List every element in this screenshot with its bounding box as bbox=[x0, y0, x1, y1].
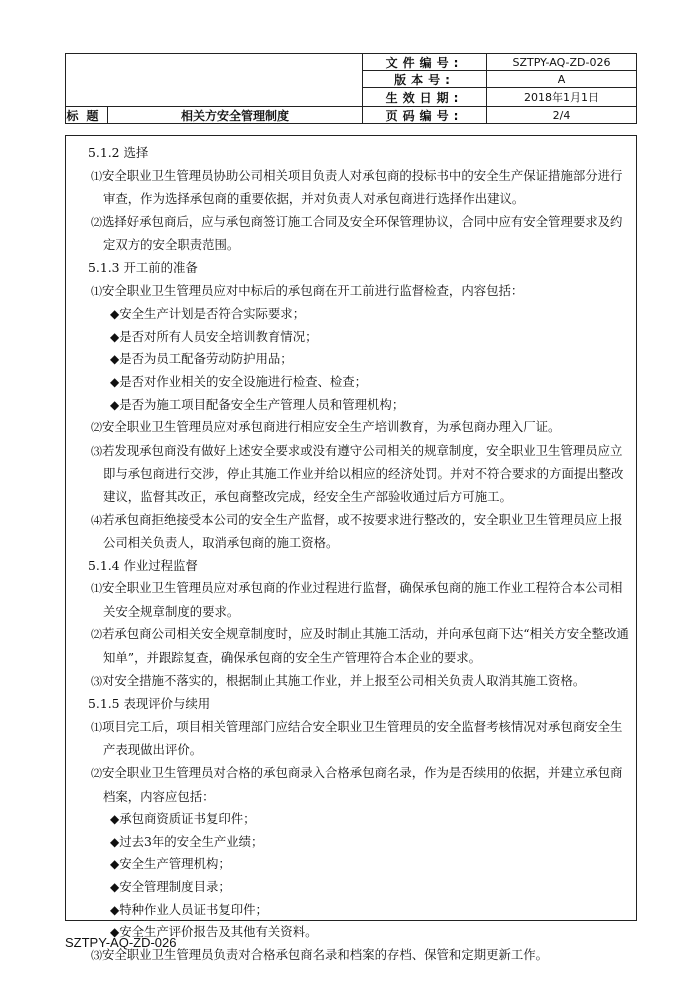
diamond-bullet-icon: ◆ bbox=[110, 374, 120, 389]
bullet-item: ◆安全生产管理机构； bbox=[110, 856, 231, 872]
section-heading-5-1-2: 5.1.2 选择 bbox=[88, 145, 149, 160]
list-item: ⑶安全职业卫生管理员负责对合格承包商名录和档案的存档、保管和定期更新工作。 bbox=[91, 946, 549, 962]
list-item: ⑶若发现承包商没有做好上述安全要求或没有遵守公司相关的规章制度，安全职业卫生管理员应立即与承包商进行交涉，停止其施工作业并给以相应的经济处罚。并对不符合要求的方面提出整改建议，监督其改正，承包商整改完成，经安全生产部验收通过后方可施工。 bbox=[91, 442, 624, 504]
page-number-label: 页码编号: bbox=[385, 108, 464, 123]
section-heading-5-1-4: 5.1.4 作业过程监督 bbox=[88, 557, 198, 573]
diamond-bullet-icon: ◆ bbox=[110, 857, 120, 872]
diamond-bullet-icon: ◆ bbox=[110, 880, 120, 894]
title-label: 标题 bbox=[66, 108, 107, 123]
list-item: ⑵安全职业卫生管理员对合格的承包商录入合格承包商名录，作为是否续用的依据，并建立承包商档案，内容应包括： bbox=[91, 765, 623, 804]
diamond-bullet-icon: ◆ bbox=[110, 329, 120, 344]
effective-date-value: 2018年1月1日 bbox=[524, 91, 599, 104]
bullet-item: ◆特种作业人员证书复印件； bbox=[110, 901, 268, 917]
list-item: ⑵安全职业卫生管理员应对承包商进行相应安全生产培训教育，为承包商办理入厂证。 bbox=[91, 419, 561, 435]
bullet-item: ◆安全生产计划是否符合实际要求； bbox=[110, 306, 306, 322]
section-heading-5-1-3: 5.1.3 开工前的准备 bbox=[88, 259, 198, 275]
list-item: ⑵若承包商公司相关安全规章制度时，应及时制止其施工活动，并向承包商下达“相关方安全整改通知单”，并跟踪复查，确保承包商的安全生产管理符合本企业的要求。 bbox=[91, 626, 629, 666]
diamond-bullet-icon: ◆ bbox=[110, 834, 120, 849]
footer-document-code: SZTPY-AQ-ZD-026 bbox=[65, 935, 177, 950]
version-value: A bbox=[557, 72, 566, 86]
diamond-bullet-icon: ◆ bbox=[110, 812, 120, 827]
section-heading-5-1-5: 5.1.5 表现评价与续用 bbox=[88, 696, 211, 712]
page-number-value: 2/4 bbox=[552, 108, 571, 122]
bullet-item: ◆过去3年的安全生产业绩； bbox=[110, 833, 264, 849]
diamond-bullet-icon: ◆ bbox=[110, 307, 120, 322]
list-item: ⑷若承包商拒绝接受本公司的安全生产监督，或不按要求进行整改的，安全职业卫生管理员应上报公司相关负责人，取消承包商的施工资格。 bbox=[91, 511, 623, 551]
bullet-item: ◆是否对所有人员安全培训教育情况； bbox=[110, 328, 318, 344]
bullet-item: ◆是否对作业相关的安全设施进行检查、检查； bbox=[110, 373, 368, 389]
bullet-item: ◆安全管理制度目录； bbox=[110, 879, 231, 894]
document-header-table bbox=[65, 53, 637, 124]
list-item: ⑴安全职业卫生管理员应对中标后的承包商在开工前进行监督检查，内容包括： bbox=[91, 282, 524, 298]
file-number-label: 文件编号: bbox=[385, 55, 464, 70]
diamond-bullet-icon: ◆ bbox=[110, 352, 120, 367]
document-title: 相关方安全管理制度 bbox=[180, 108, 289, 123]
file-number-value: SZTPY-AQ-ZD-026 bbox=[512, 55, 611, 69]
bullet-item: ◆是否为员工配备劳动防护用品； bbox=[110, 351, 293, 367]
list-item: ⑵选择好承包商后，应与承包商签订施工合同及安全环保管理协议，合同中应有安全管理要求及约定双方的安全职责范围。 bbox=[91, 213, 623, 253]
diamond-bullet-icon: ◆ bbox=[110, 397, 120, 412]
effective-date-label: 生效日期: bbox=[385, 90, 464, 105]
list-item: ⑴项目完工后，项目相关管理部门应结合安全职业卫生管理员的安全监督考核情况对承包商安全生产表现做出评价。 bbox=[91, 718, 623, 758]
list-item: ⑴安全职业卫生管理员协助公司相关项目负责人对承包商的投标书中的安全生产保证措施部分进行审查，作为选择承包商的重要依据，并对负责人对承包商进行选择作出建议。 bbox=[91, 167, 623, 207]
list-item: ⑴安全职业卫生管理员应对承包商的作业过程进行监督，确保承包商的施工作业工程符合本公司相关安全规章制度的要求。 bbox=[91, 580, 623, 619]
list-item: ⑶对安全措施不落实的，根据制止其施工作业，并上报至公司相关负责人取消其施工资格。 bbox=[91, 672, 586, 688]
bullet-item: ◆承包商资质证书复印件； bbox=[110, 811, 256, 827]
bullet-item: ◆安全生产评价报告及其他有关资料。 bbox=[110, 924, 318, 940]
diamond-bullet-icon: ◆ bbox=[110, 902, 120, 917]
version-label: 版本号: bbox=[394, 72, 455, 87]
diamond-bullet-icon: ◆ bbox=[110, 925, 120, 940]
bullet-item: ◆是否为施工项目配备安全生产管理人员和管理机构； bbox=[110, 396, 405, 412]
document-body bbox=[82, 142, 634, 967]
